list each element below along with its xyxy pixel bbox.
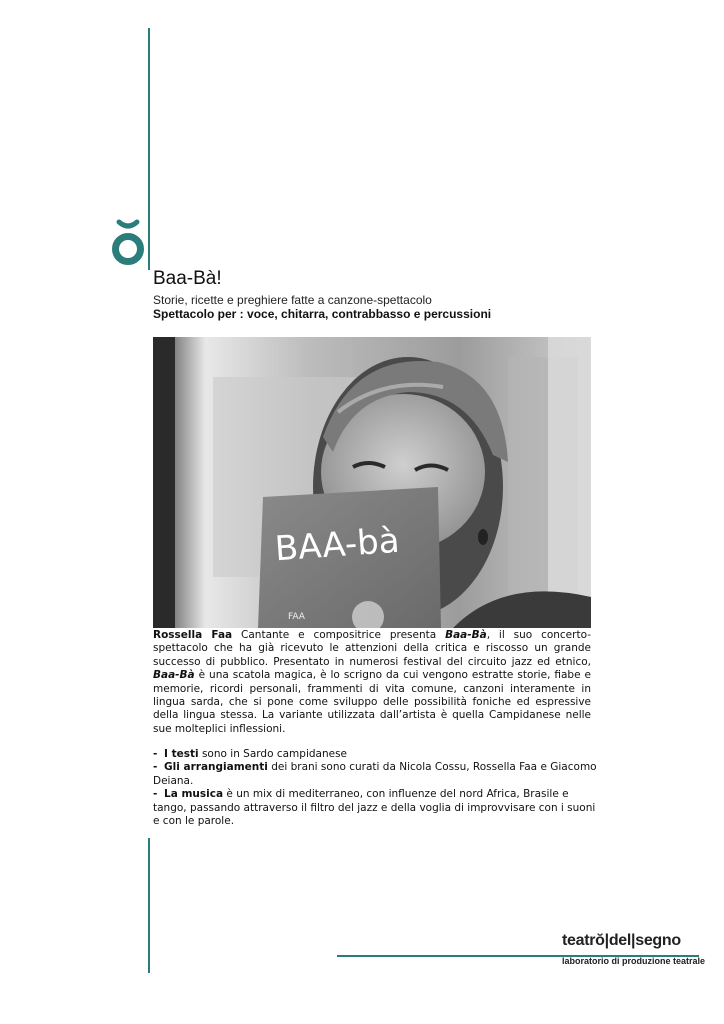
list-item: - Gli arrangiamenti dei brani sono curati da Nicola Cossu, Rossella Faa e Giacomo Deiana.: [153, 761, 597, 787]
list-item: - La musica è un mix di mediterraneo, con influenze del nord Africa, Brasile e tango, passando attraverso il filtro del jazz e della voglia di improvvisare con i suoni e con le parole.: [153, 788, 596, 828]
footer-logo-tagline: laboratorio di produzione teatrale: [562, 956, 706, 966]
page-title: Baa-Bà!: [153, 268, 222, 289]
footer-logo-wordmark: teatrŏ|del|segno: [562, 932, 681, 949]
artist-name: Rossella Faa: [153, 629, 233, 641]
vertical-rule-top: [148, 28, 150, 270]
artist-photo: [153, 337, 591, 628]
list-item-label: Gli arrangiamenti: [164, 761, 268, 774]
subtitle: Storie, ricette e preghiere fatte a canzone-spettacolo: [153, 293, 432, 307]
footer-logo: [562, 932, 706, 972]
work-title: Baa-Bà: [153, 669, 195, 682]
work-title: Baa-Bà: [445, 629, 487, 641]
instrumentation-line: Spettacolo per : voce, chitarra, contrabbasso e percussioni: [153, 307, 492, 321]
intro-paragraph: Rossella Faa Cantante e compositrice presenta Baa-Bà, il suo concerto-spettacolo che ha già ricevuto le attenzioni della critica e riscosso un grande successo di pubblico. Presentato in numerosi festival del circuito jazz ed etnico, Baa-Bà è una scatola magica, è lo scrigno da cui vengono estratte storie, fiabe e memorie, ricordi personali, frammenti di vita comune, canzoni interamente in lingua sarda, che si pone come sviluppo delle possibilità foniche ed espressive della lingua stessa. La variante utilizzata dall’artista è quella Campidanese nelle sue molteplici inflessioni.: [153, 629, 591, 735]
book-cover-author: FAA: [288, 612, 305, 622]
details-list: [153, 748, 598, 828]
list-item-label: La musica: [164, 788, 224, 801]
book-cover-title: BAA-bà: [273, 520, 401, 570]
o-breve-logo-icon: [108, 218, 148, 268]
vertical-rule-bottom: [148, 838, 150, 973]
list-item-label: I testi: [164, 748, 199, 760]
list-item: - I testi sono in Sardo campidanese: [153, 748, 348, 760]
